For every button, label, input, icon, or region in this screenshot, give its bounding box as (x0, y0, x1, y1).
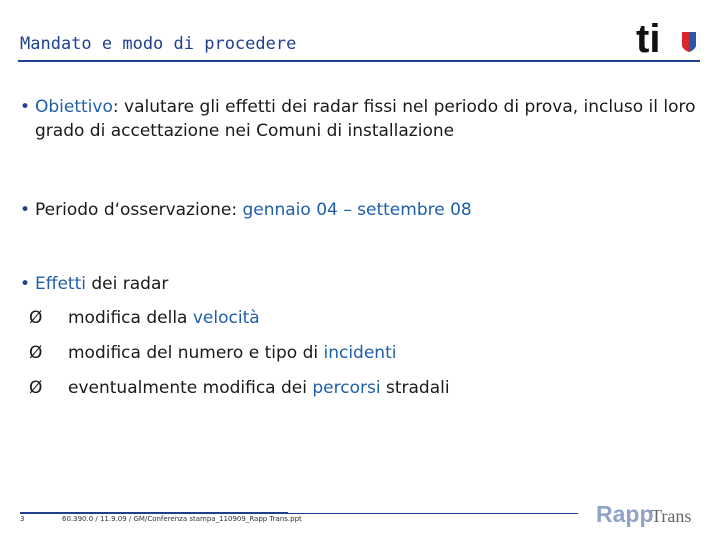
sub-item-routes (29, 376, 668, 400)
bullet-marker: • (20, 274, 31, 294)
sub-item-after: stradali (380, 378, 450, 398)
ti-logo-text: ti (636, 18, 661, 58)
bullet-marker: • (20, 97, 31, 117)
bullet-text: Periodo d‘osservazione: (35, 200, 243, 220)
brand-trans: Trans (651, 506, 692, 526)
bullet-radar-effects (20, 272, 715, 296)
ticino-shield-icon (682, 32, 696, 52)
title-divider (18, 60, 700, 62)
footer-divider-thin (288, 513, 578, 514)
sub-item-speed (29, 306, 668, 330)
sub-item-accidents (29, 341, 668, 365)
sub-item-highlight: incidenti (323, 343, 397, 363)
bullet-marker: • (20, 200, 31, 220)
arrow-marker: Ø (29, 343, 43, 363)
footer-divider (20, 512, 288, 514)
footer-reference: 60.390.0 / 11.9.09 / GM/Conferenza stampa_110909_Rapp Trans.ppt (62, 515, 302, 523)
arrow-marker: Ø (29, 378, 43, 398)
bullet-objective (20, 95, 715, 143)
brand-rapp: Rapp (596, 501, 654, 527)
sub-item-highlight: percorsi (312, 378, 381, 398)
bullet-highlight: Obiettivo (35, 97, 113, 117)
slide-title: Mandato e modo di procedere (20, 34, 297, 54)
sub-item-highlight: velocità (192, 308, 260, 328)
page-number: 3 (20, 515, 25, 523)
bullet-highlight: gennaio 04 – settembre 08 (242, 200, 472, 220)
bullet-text: dei radar (85, 274, 169, 294)
sub-item-text: eventualmente modifica dei (68, 378, 313, 398)
ticino-logo (636, 18, 702, 62)
bullet-text: : valutare gli effetti dei radar fissi nel periodo di prova, incluso il loro grado di accettazione nei Comuni di installazione (35, 97, 696, 141)
bullet-observation-period (20, 198, 715, 222)
sub-item-text: modifica della (68, 308, 193, 328)
arrow-marker: Ø (29, 308, 43, 328)
sub-item-text: modifica del numero e tipo di (68, 343, 324, 363)
bullet-highlight: Effetti (35, 274, 86, 294)
